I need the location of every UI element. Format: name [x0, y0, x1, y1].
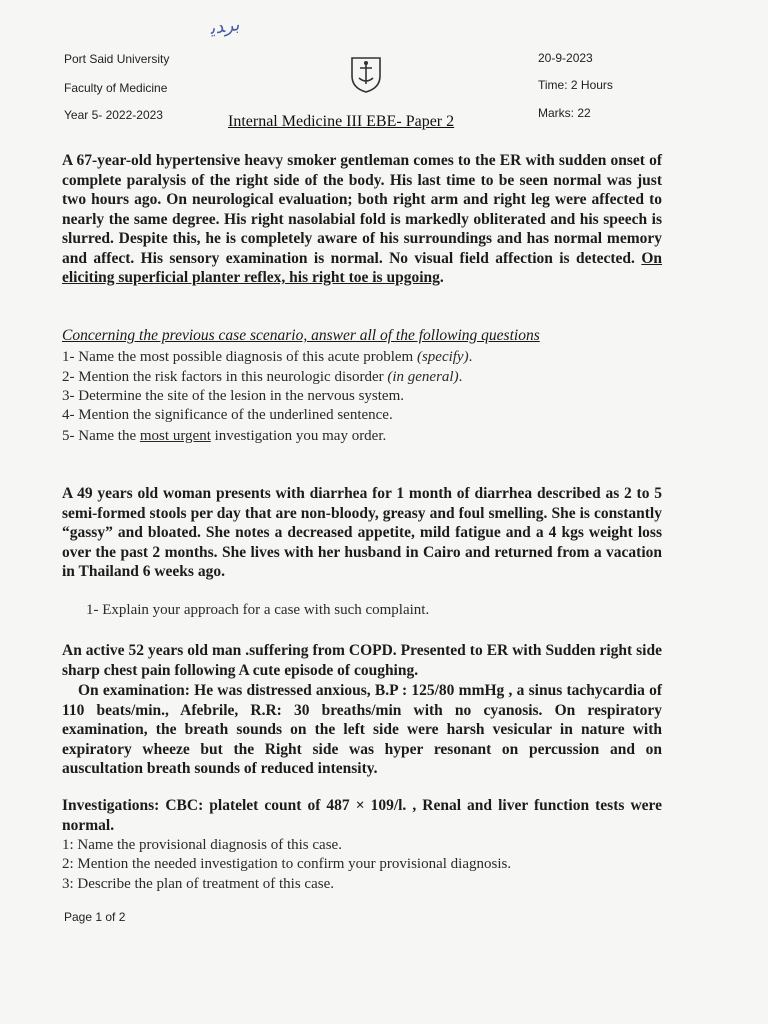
case-1-question-1 — [62, 348, 472, 368]
case-1-question-2 — [62, 368, 462, 388]
exam-date: 20-9-2023 — [538, 51, 593, 65]
case-1-underlined-sentence: On eliciting superficial planter reflex, his right toe is upgoing — [62, 249, 663, 286]
case-3-examination: On examination: He was distressed anxious, B.P : 125/80 mmHg , a sinus tachycardia of 110 beats/min., Afebrile, R.R: 30 breaths/min with no cyanosis. On respiratory examination, the breath sounds on the left side were harsh vesicular in nature with expiratory wheeze but the Right side was hyper resonant on percussion and on auscultation breath sounds of reduced intensity. — [62, 682, 662, 777]
case-1-text: A 67-year-old hypertensive heavy smoker gentleman comes to the ER with sudden onset of complete paralysis of the right side of the body. His last time to be seen normal was just two hours ago. On neurological evaluation; both right arm and right leg were affected to nearly the same degree. His right nasolabial fold is markedly obliterated and his speech is slurred. Despite this, he is completely aware of his surroundings and has normal memory and affect. His sensory examination is normal. No visual field affection is detected. — [62, 152, 662, 267]
university-logo-icon — [348, 54, 384, 94]
q1-text: 1- Name the most possible diagnosis of this acute problem — [62, 349, 417, 365]
case-1-question-3: 3- Determine the site of the lesion in the nervous system. — [62, 388, 405, 404]
case-1-scenario — [62, 151, 662, 288]
exam-title: Internal Medicine III EBE- Paper 2 — [228, 113, 455, 130]
q5-pre: 5- Name the — [62, 428, 140, 444]
academic-year: Year 5- 2022-2023 — [64, 108, 163, 122]
handwritten-signature: ﺑﺮﺪﻳ — [208, 14, 241, 39]
q2-text: 2- Mention the risk factors in this neurologic disorder — [62, 369, 388, 385]
case-1-end: . — [439, 269, 444, 286]
q1-end: . — [468, 349, 473, 365]
case-1-question-5 — [62, 427, 386, 447]
q2-end: . — [458, 369, 463, 385]
case-1-question-4: 4- Mention the significance of the underlined sentence. — [62, 407, 393, 423]
exam-marks: Marks: 22 — [538, 106, 591, 120]
q1-note: (specify) — [416, 349, 469, 365]
page-number: Page 1 of 2 — [64, 910, 126, 924]
faculty-name: Faculty of Medicine — [64, 81, 168, 95]
case-2-question-1: 1- Explain your approach for a case with such complaint. — [86, 602, 430, 618]
exam-time: Time: 2 Hours — [538, 78, 613, 92]
q5-underlined: most urgent — [139, 428, 211, 444]
case-3-question-3: 3: Describe the plan of treatment of this case. — [62, 876, 334, 892]
case-3-question-1: 1: Name the provisional diagnosis of this case. — [62, 837, 342, 853]
university-name: Port Said University — [64, 52, 170, 66]
case-2-scenario: A 49 years old woman presents with diarrhea for 1 month of diarrhea described as 2 to 5 semi-formed stools per day that are non-bloody, greasy and foul smelling. She is constantly “gassy” and bloated. She notes a decreased appetite, mild fatigue and a 4 kgs weight loss over the past 2 months. She lives with her husband in Cairo and returned from a vacation in Thailand 6 weeks ago. — [62, 485, 662, 580]
case-3-investigations: Investigations: CBC: platelet count of 487 × 109/l. , Renal and liver function tests were normal. — [62, 797, 662, 834]
case-3-question-2: 2: Mention the needed investigation to confirm your provisional diagnosis. — [62, 856, 512, 872]
case-1-heading: Concerning the previous case scenario, answer all of the following questions — [62, 327, 540, 344]
case-3-intro: An active 52 years old man .suffering from COPD. Presented to ER with Sudden right side sharp chest pain following A cute episode of coughing. — [62, 642, 662, 679]
q5-post: investigation you may order. — [210, 428, 387, 444]
q2-note: (in general) — [387, 369, 459, 385]
